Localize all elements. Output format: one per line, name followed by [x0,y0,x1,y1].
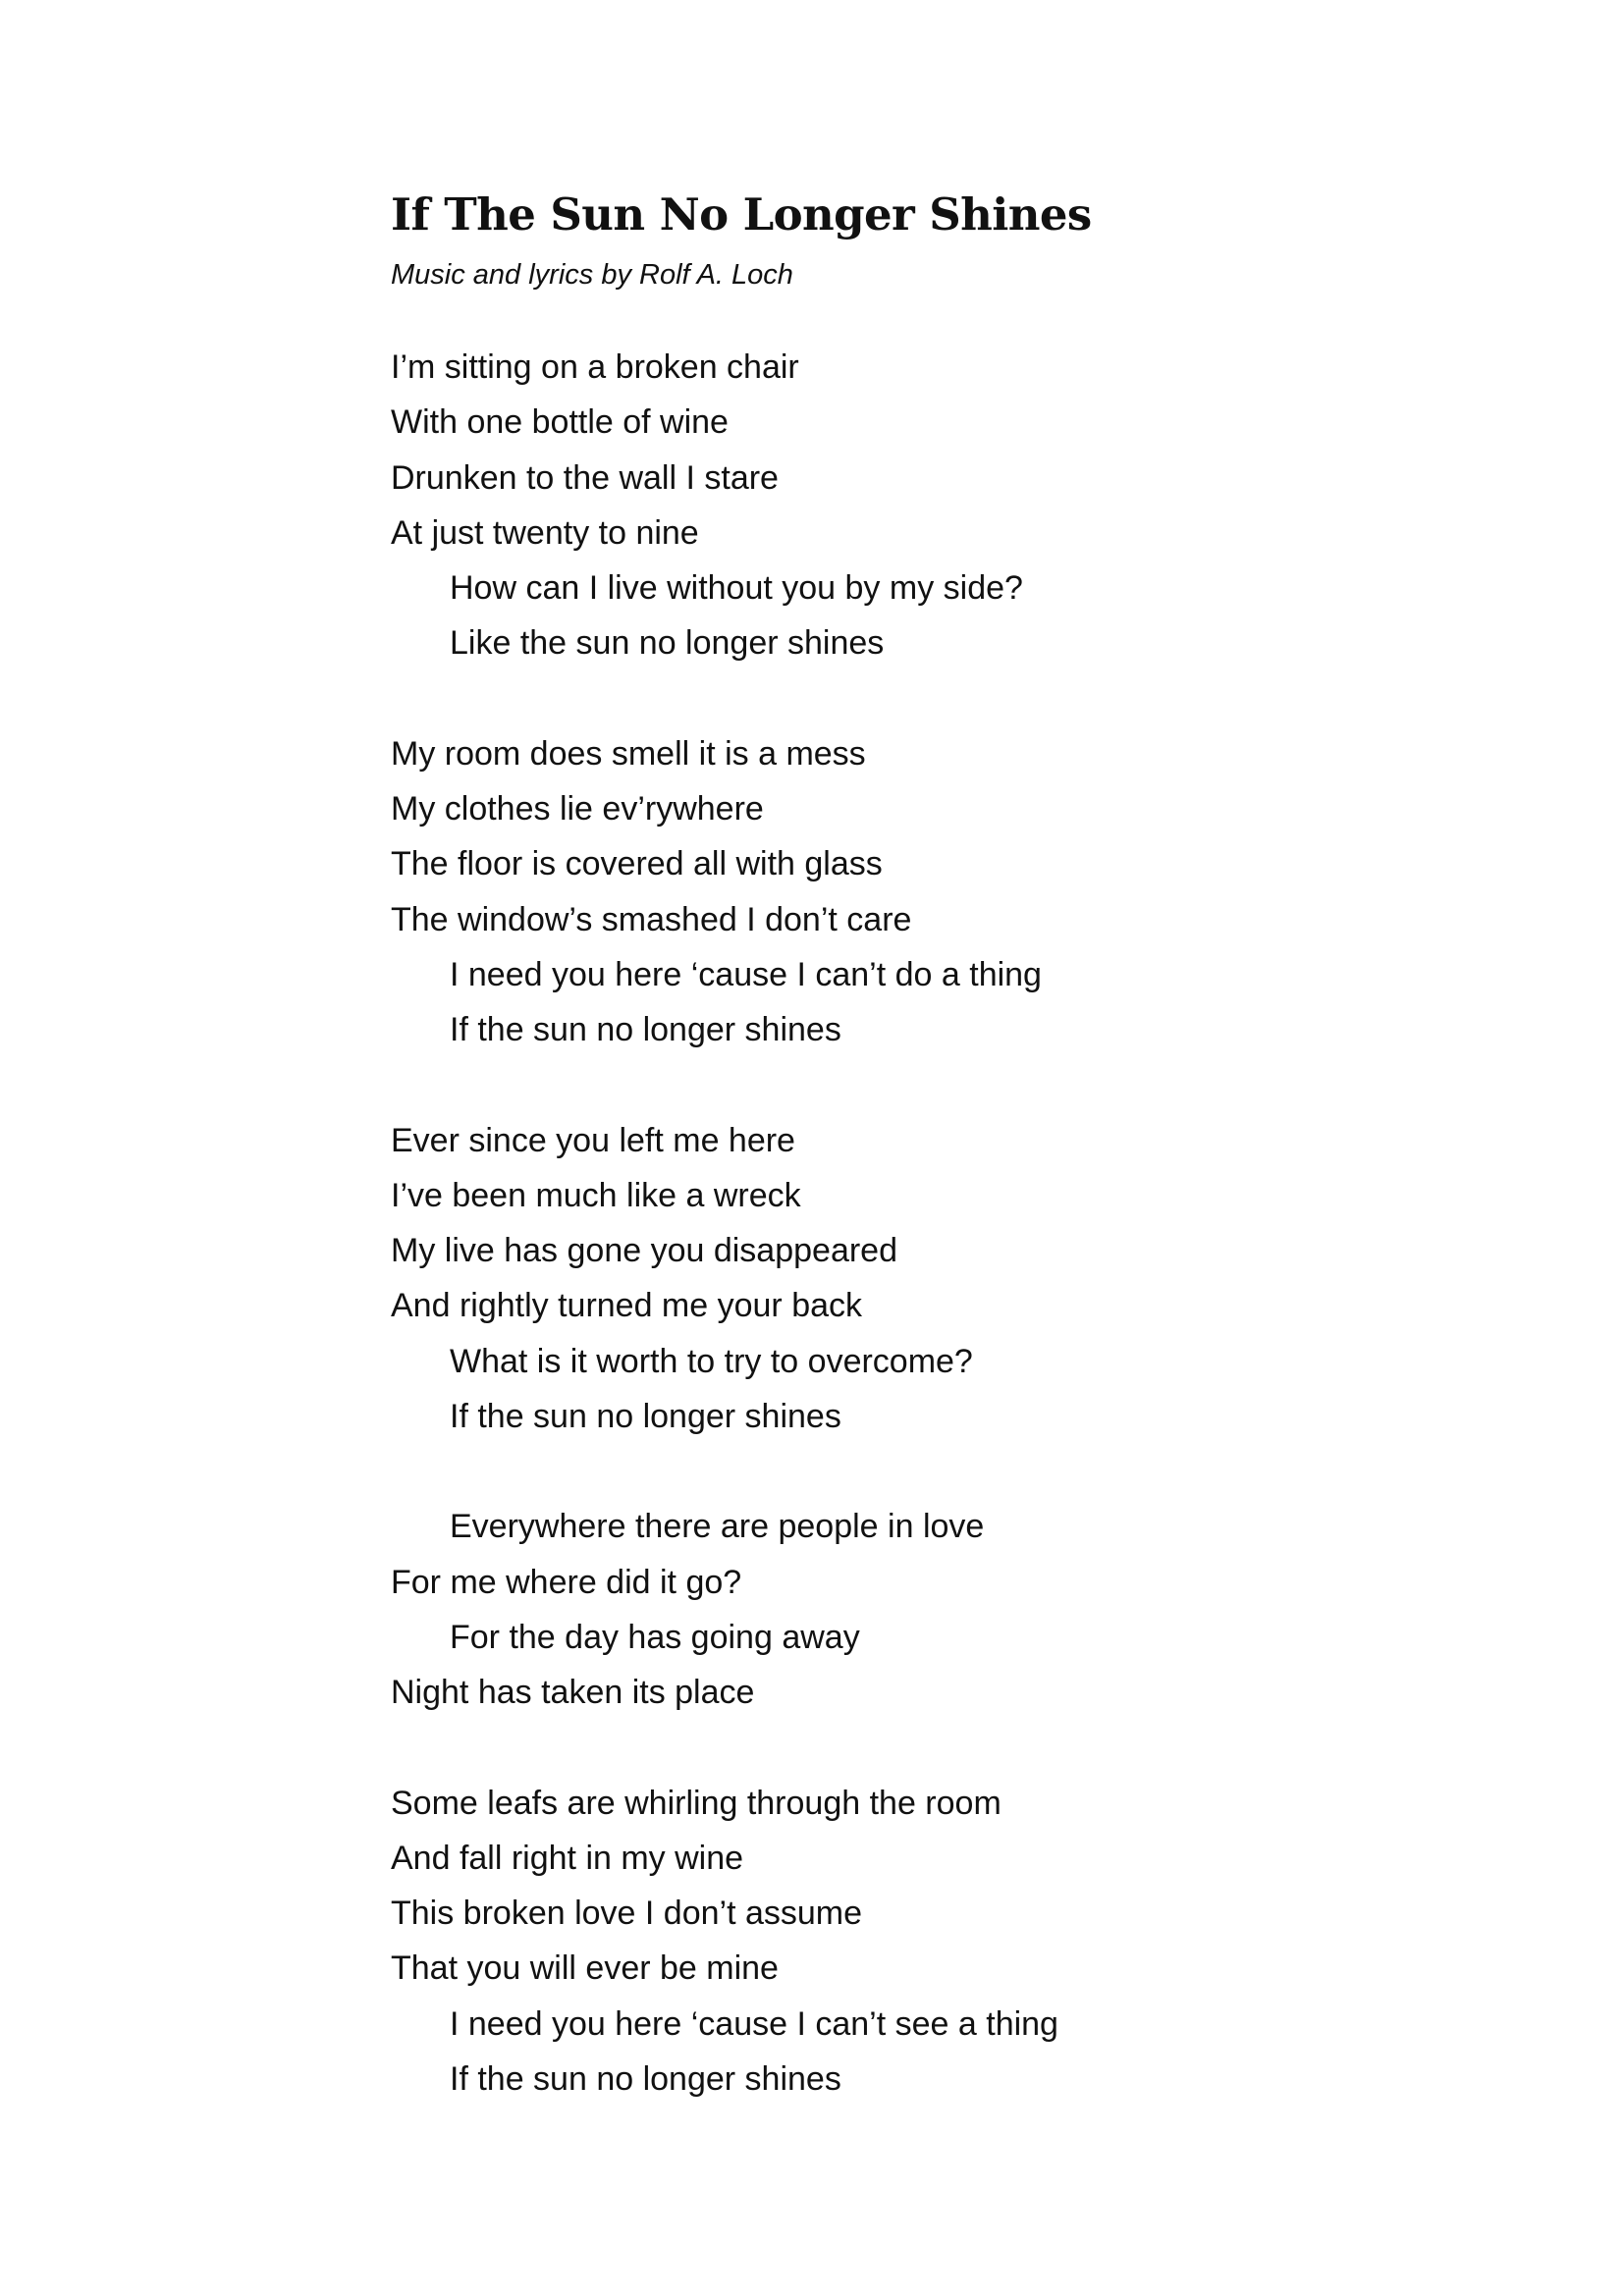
refrain-line: If the sun no longer shines [450,1011,841,1049]
lyric-line: Ever since you left me here [391,1121,795,1159]
lyrics-page [391,187,1471,2162]
stanza [391,1499,1471,1720]
song-title: If The Sun No Longer Shines [391,188,1092,240]
refrain-line: I need you here ‘cause I can’t do a thing [450,955,1042,993]
refrain-line: How can I live without you by my side? [450,569,1023,608]
lyric-line: Night has taken its place [391,1674,755,1712]
lyric-line: Drunken to the wall I stare [391,458,779,497]
stanza [391,1113,1471,1445]
refrain-line: If the sun no longer shines [450,2060,841,2099]
stanza [391,1776,1471,2108]
refrain-line: I need you here ‘cause I can’t see a thing [450,2004,1058,2043]
refrain-line: Like the sun no longer shines [450,624,885,663]
lyric-line: Some leafs are whirling through the room [391,1784,1001,1822]
song-credit: Music and lyrics by Rolf A. Loch [391,259,793,291]
lyric-line: And rightly turned me your back [391,1287,863,1325]
lyric-line: My room does smell it is a mess [391,734,866,773]
lyric-line: At just twenty to nine [391,513,699,552]
refrain-line: What is it worth to try to overcome? [450,1342,973,1380]
lyrics-body [391,340,1471,2107]
refrain-line: For the day has going away [450,1618,860,1656]
refrain-line: If the sun no longer shines [450,1398,841,1436]
lyric-line: The floor is covered all with glass [391,845,883,883]
lyric-line: My live has gone you disappeared [391,1232,897,1270]
lyric-line: This broken love I don’t assume [391,1895,863,1933]
lyric-line: The window’s smashed I don’t care [391,900,912,938]
stanza [391,726,1471,1058]
lyric-line: I’ve been much like a wreck [391,1176,801,1214]
lyric-line: For me where did it go? [391,1563,742,1601]
stanza [391,340,1471,671]
refrain-line: Everywhere there are people in love [450,1508,985,1546]
lyric-line: My clothes lie ev’rywhere [391,790,764,828]
lyric-line: With one bottle of wine [391,403,729,442]
lyric-line: I’m sitting on a broken chair [391,348,799,386]
lyric-line: That you will ever be mine [391,1949,779,1988]
lyric-line: And fall right in my wine [391,1839,744,1877]
